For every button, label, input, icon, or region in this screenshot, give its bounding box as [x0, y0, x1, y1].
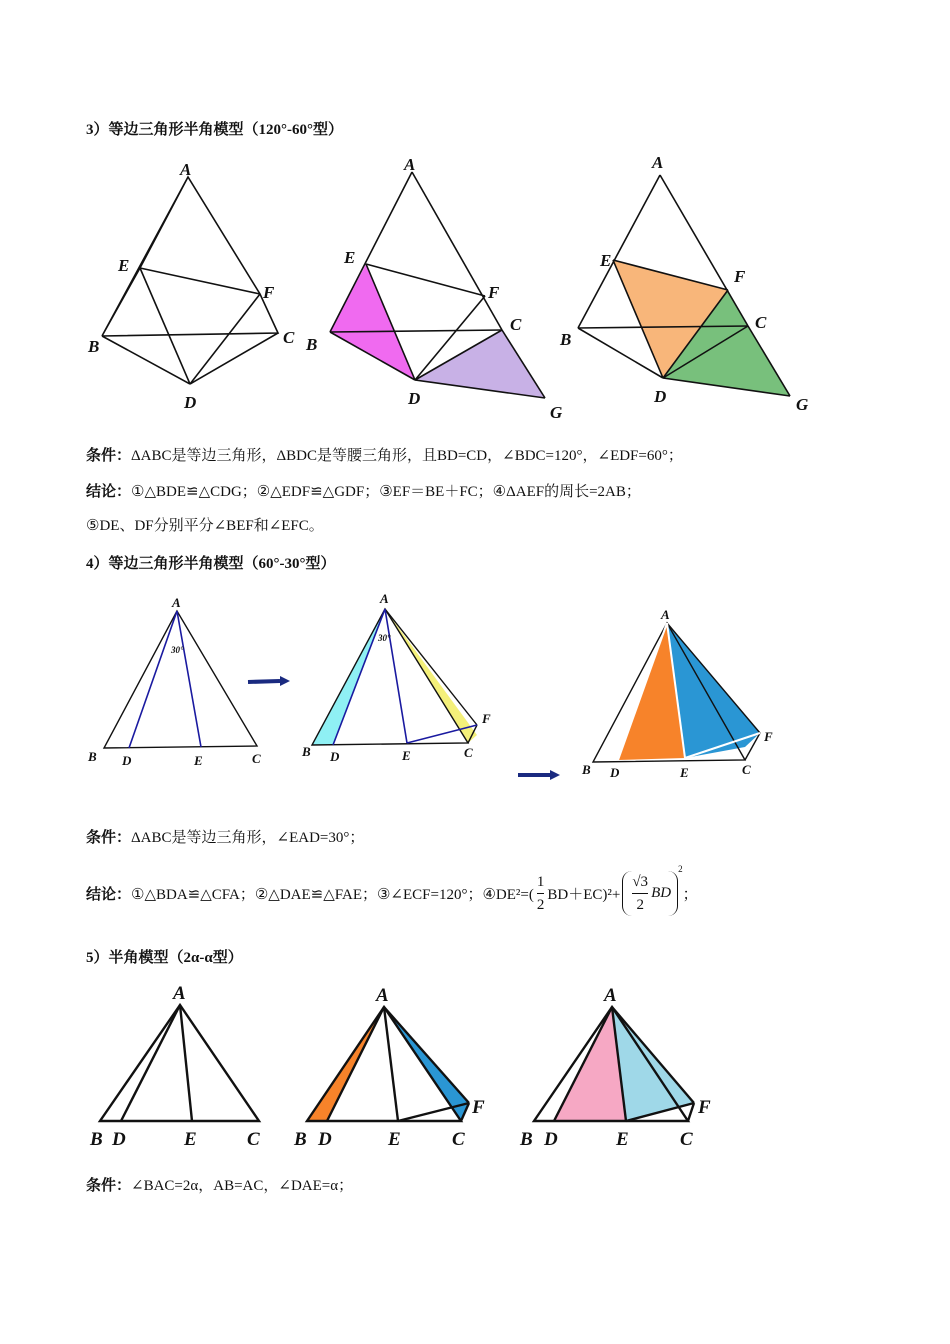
- label-E: E: [344, 248, 356, 267]
- label-C: C: [283, 328, 295, 347]
- label-D: D: [610, 765, 620, 780]
- label-F: F: [482, 711, 491, 726]
- label-F: F: [488, 283, 500, 302]
- label-B: B: [302, 744, 311, 759]
- label-E: E: [194, 753, 203, 768]
- label-E: E: [388, 1129, 401, 1150]
- label-E: E: [402, 748, 411, 763]
- label-G: G: [796, 395, 809, 414]
- label-A: A: [380, 591, 389, 606]
- figure-row-2: [80, 585, 800, 795]
- fraction-half: $\frac{1}{2}$: [537, 871, 545, 916]
- label-A: A: [652, 153, 664, 172]
- label-F: F: [263, 283, 275, 302]
- label-D: D: [654, 387, 667, 406]
- label-B: B: [90, 1129, 103, 1150]
- label-E: E: [118, 256, 130, 275]
- label-A: A: [661, 607, 670, 622]
- label-A: A: [180, 160, 192, 179]
- section-4-title: 4）等边三角形半角模型（60°-30°型）: [86, 556, 336, 572]
- label-E: E: [616, 1129, 629, 1150]
- angle-label: 30°: [378, 633, 391, 643]
- label-E: E: [184, 1129, 197, 1150]
- label-C: C: [680, 1129, 693, 1150]
- arrow-icon: [518, 770, 560, 780]
- label-C: C: [464, 745, 473, 760]
- section-3-conclusion-2: ⑤DE、DF分别平分∠BEF和∠EFC。: [86, 518, 324, 534]
- label-F: F: [764, 729, 773, 744]
- section-4-conclusion: 结论： ①△BDA≌△CFA；②△DAE≌△FAE；③∠ECF=120°；④DE²=( $\frac{1}{2}$ BD＋EC)²+ $\frac{√3}{2}$ BD $^2$ ；: [86, 864, 698, 922]
- figure-row-1: [80, 150, 840, 430]
- label-D: D: [330, 749, 340, 764]
- root-bracket: $\frac{√3}{2}$ BD: [622, 871, 678, 916]
- figure-3-1: [102, 177, 278, 384]
- angle-label: 30°: [171, 645, 184, 655]
- figure-3-3: [578, 175, 790, 396]
- label-A: A: [404, 155, 416, 174]
- label-D: D: [318, 1129, 332, 1150]
- figure-3-2: [330, 172, 545, 398]
- label-B: B: [582, 762, 591, 777]
- label-B: B: [306, 335, 318, 354]
- label-C: C: [452, 1129, 465, 1150]
- section-3-title: 3）等边三角形半角模型（120°-60°型）: [86, 122, 343, 138]
- section-3-conclusion: 结论：①△BDE≌△CDG；②△EDF≌△GDF；③EF＝BE＋FC；④ΔAEF的周长=2AB；: [86, 484, 641, 500]
- label-A: A: [604, 985, 617, 1006]
- label-D: D: [544, 1129, 558, 1150]
- label-D: D: [112, 1129, 126, 1150]
- label-B: B: [560, 330, 572, 349]
- label-A: A: [173, 983, 186, 1004]
- label-C: C: [247, 1129, 260, 1150]
- section-4-condition: 条件：ΔABC是等边三角形，∠EAD=30°；: [86, 830, 365, 846]
- label-C: C: [510, 315, 522, 334]
- label-F: F: [734, 267, 746, 286]
- label-D: D: [184, 393, 197, 412]
- label-C: C: [742, 762, 751, 777]
- label-B: B: [88, 749, 97, 764]
- label-C: C: [755, 313, 767, 332]
- label-B: B: [294, 1129, 307, 1150]
- label-D: D: [122, 753, 132, 768]
- label-A: A: [172, 595, 181, 610]
- section-5-title: 5）半角模型（2α-α型）: [86, 950, 243, 966]
- section-5-condition: 条件：∠BAC=2α，AB=AC，∠DAE=α；: [86, 1178, 354, 1194]
- label-E: E: [600, 251, 612, 270]
- figure-row-3: [84, 975, 734, 1155]
- label-D: D: [408, 389, 421, 408]
- label-C: C: [252, 751, 261, 766]
- label-A: A: [376, 985, 389, 1006]
- label-E: E: [680, 765, 689, 780]
- label-B: B: [520, 1129, 533, 1150]
- label-F: F: [698, 1097, 711, 1118]
- arrow-icon: [248, 676, 290, 686]
- label-B: B: [88, 337, 100, 356]
- lavender-triangle: [415, 330, 545, 398]
- label-G: G: [550, 403, 563, 422]
- section-3-condition: 条件：ΔABC是等边三角形，ΔBDC是等腰三角形，且BD=CD，∠BDC=120°，∠EDF=60°；: [86, 448, 683, 464]
- label-F: F: [472, 1097, 485, 1118]
